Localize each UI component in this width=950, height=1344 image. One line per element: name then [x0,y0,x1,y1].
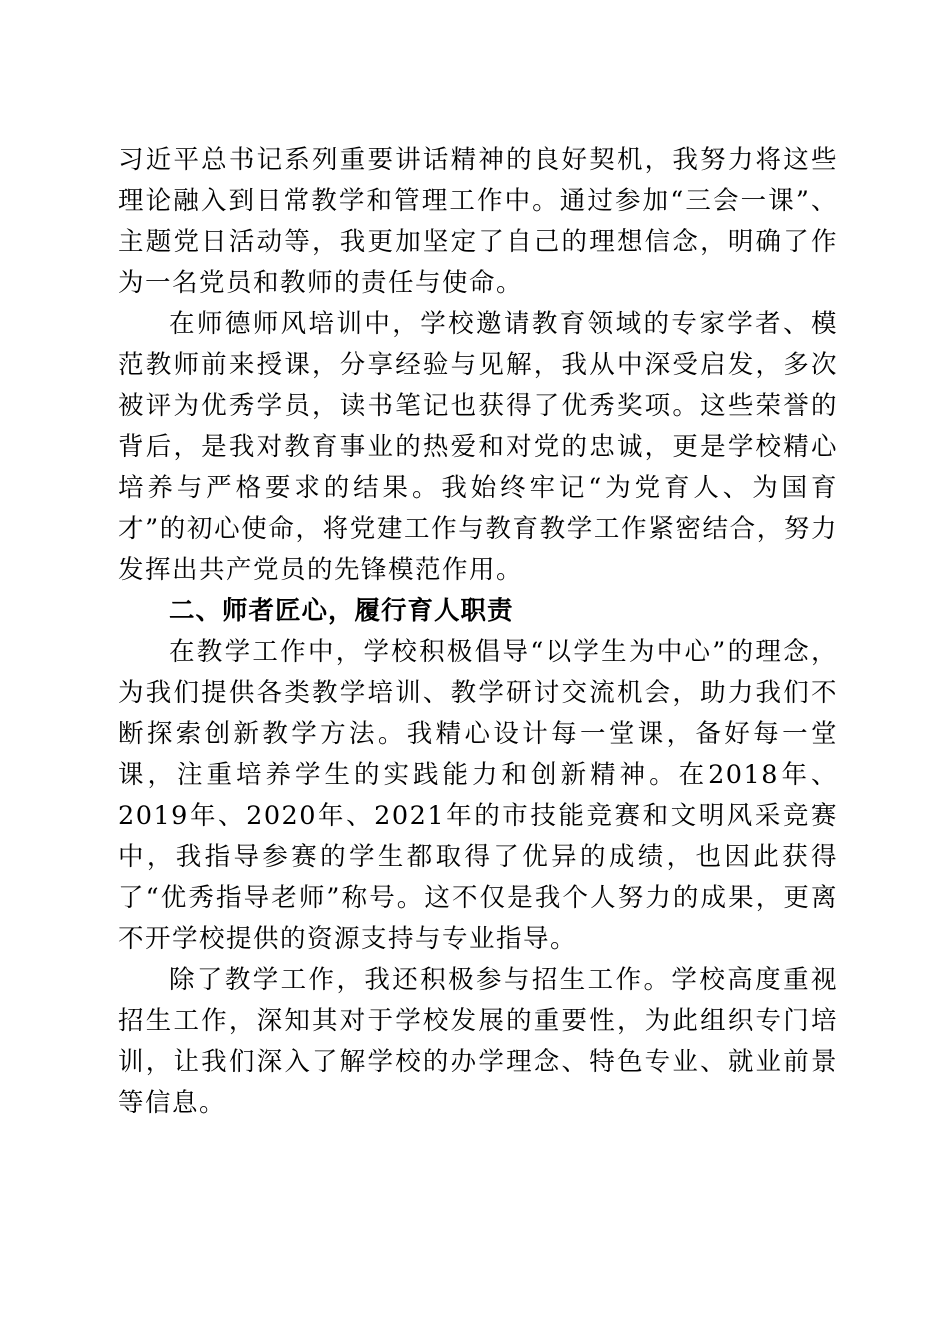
paragraph-teacher-ethics-training: 在师德师风培训中，学校邀请教育领域的专家学者、模范教师前来授课，分享经验与见解，我从中深受启发，多次被评为优秀学员，读书笔记也获得了优秀奖项。这些荣誉的背后，是我对教育事业的热爱和对党的忠诚，更是学校精心培养与严格要求的结果。我始终牢记“为党育人、为国育才”的初心使命，将党建工作与教育教学工作紧密结合，努力发挥出共产党员的先锋模范作用。 [118,309,838,585]
section-heading: 二、师者匠心，履行育人职责 [169,596,514,626]
paragraph-teaching-work: 在教学工作中，学校积极倡导“以学生为中心”的理念，为我们提供各类教学培训、教学研讨交流机会，助力我们不断探索创新教学方法。我精心设计每一堂课，备好每一堂课，注重培养学生的实践能力和创新精神。在2018年、2019年、2020年、2021年的市技能竞赛和文明风采竞赛中，我指导参赛的学生都取得了优异的成绩，也因此获得了“优秀指导老师”称号。这不仅是我个人努力的成果，更离不开学校提供的资源支持与专业指导。 [118,637,838,954]
paragraph-continued: 习近平总书记系列重要讲话精神的良好契机，我努力将这些理论融入到日常教学和管理工作中。通过参加“三会一课”、主题党日活动等，我更加坚定了自己的理想信念，明确了作为一名党员和教师的责任与使命。 [118,145,838,298]
document-body [118,140,838,1124]
paragraph-enrollment-work: 除了教学工作，我还积极参与招生工作。学校高度重视招生工作，深知其对于学校发展的重要性，为此组织专门培训，让我们深入了解学校的办学理念、特色专业、就业前景等信息。 [118,965,838,1118]
